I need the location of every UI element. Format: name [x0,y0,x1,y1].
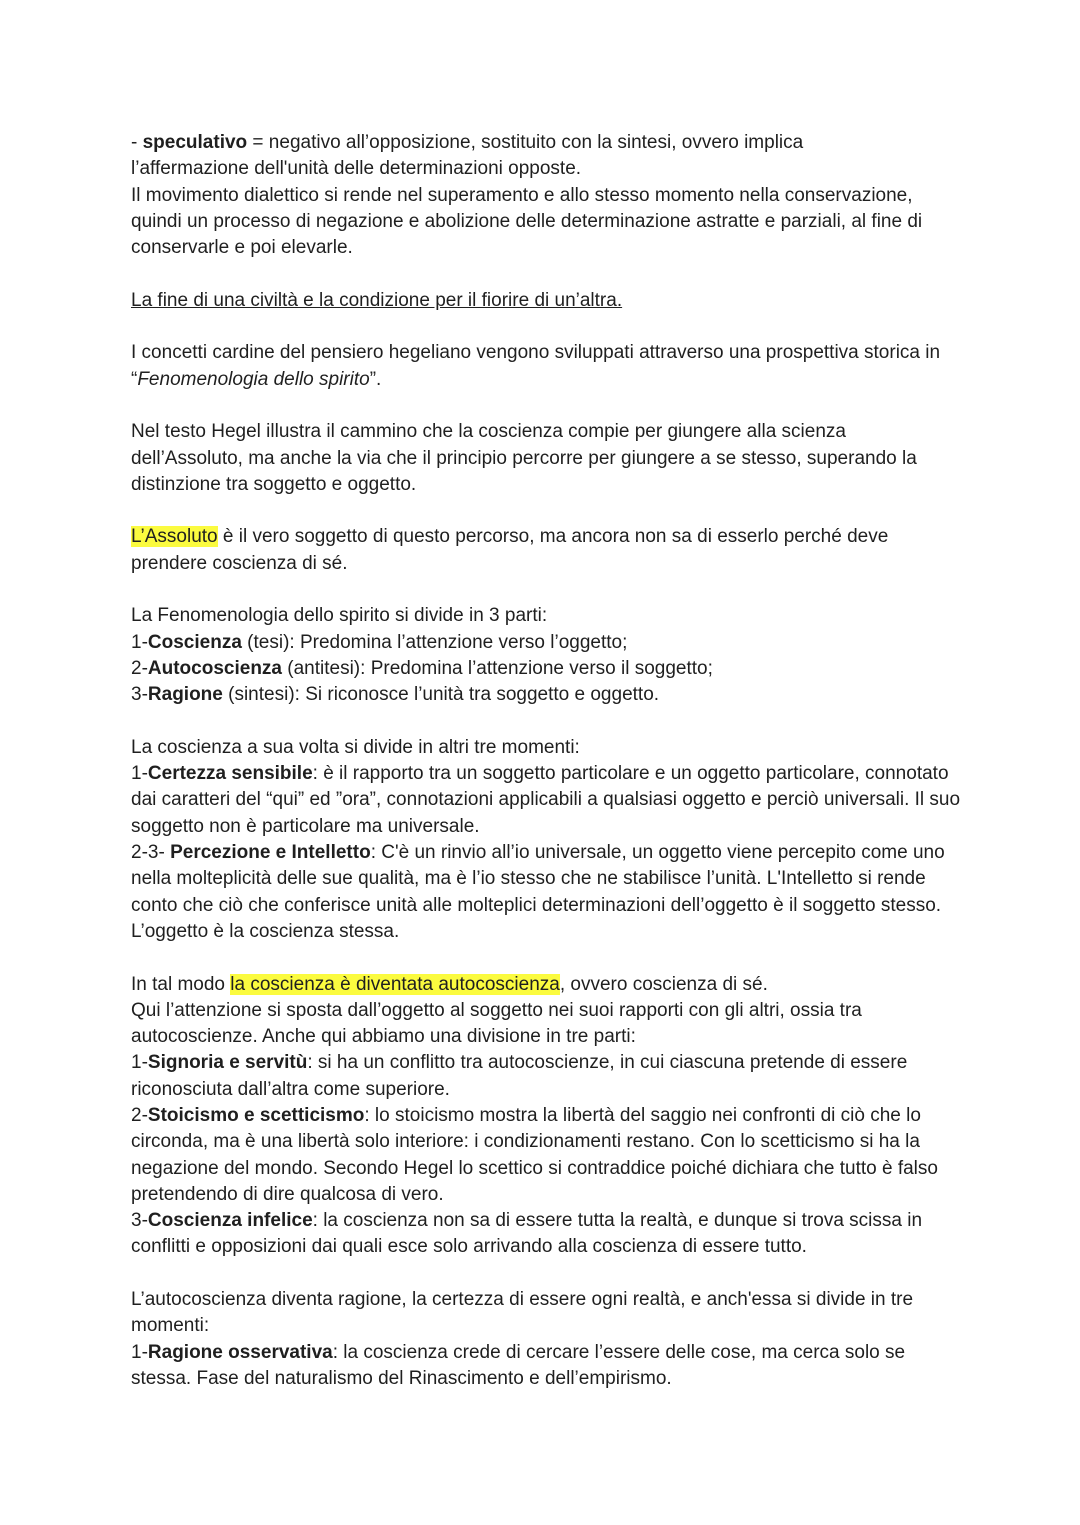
list-item: 1-Certezza sensibile: è il rapporto tra un soggetto particolare e un oggetto particolare, connotato dai caratteri del “qui” ed ”ora”, connotazioni applicabili a qualsiasi oggetto e perciò universali. Il suo soggetto non è particolare ma universale. [131,763,961,837]
paragraph-fenomenologia-parti: La Fenomenologia dello spirito si divide in 3 parti: [131,605,548,627]
highlight-autocoscienza: la coscienza è diventata autocoscienza [230,973,560,995]
list-item: 3-Ragione (sintesi): Si riconosce l’unità tra soggetto e oggetto. [131,684,660,706]
paragraph-coscienza-momenti: La coscienza a sua volta si divide in altri tre momenti: [131,736,580,758]
list-item: 1-Signoria e servitù: si ha un conflitto tra autocoscienze, in cui ciascuna pretende di essere riconosciuta dall’altra come superiore. [131,1052,908,1100]
list-item: 1-Ragione osservativa: la coscienza crede di cercare l’essere delle cose, ma cerca solo se stessa. Fase del naturalismo del Rinascimento e dell’empirismo. [131,1341,906,1389]
list-item: 3-Coscienza infelice: la coscienza non sa di essere tutta la realtà, e dunque si trova scissa in conflitti e opposizioni dai quali esce solo arrivando alla coscienza di essere tutto. [131,1210,923,1258]
term-speculativo: speculativo [142,132,248,153]
document-body [131,130,961,1392]
highlight-assoluto: L’Assoluto [131,526,218,548]
paragraph-autocoscienza: In tal modo la coscienza è diventata autocoscienza, ovvero coscienza di sé. [131,973,768,995]
list-item: 2-3- Percezione e Intelletto: C'è un rinvio all’io universale, un oggetto viene percepito come uno nella molteplicità delle sue qualità, ma è l’io stesso che ne stabilisce l’unità. L'Intelletto si rende conto che ciò che conferisce unità alle molteplici determinazioni dell’oggetto è il soggetto stesso. L’oggetto è la coscienza stessa. [131,842,945,942]
list-item: 1-Coscienza (tesi): Predomina l’attenzione verso l’oggetto; [131,631,628,653]
book-title: Fenomenologia dello spirito [137,368,370,390]
paragraph-assoluto: L’Assoluto è il vero soggetto di questo percorso, ma ancora non sa di esserlo perché deve prendere coscienza di sé. [131,526,889,574]
paragraph-ragione: L’autocoscienza diventa ragione, la certezza di essere ogni realtà, e anch'essa si divide in tre momenti: [131,1289,914,1337]
paragraph-speculativo: - speculativo = negativo all’opposizione, sostituito con la sintesi, ovvero implica l’affermazione dell'unità delle determinazioni opposte. [131,132,804,180]
list-item: 2-Autocoscienza (antitesi): Predomina l’attenzione verso il soggetto; [131,657,713,679]
list-item: 2-Stoicismo e scetticismo: lo stoicismo mostra la libertà del saggio nei confronti di ciò che lo circonda, ma è una libertà solo interiore: i condizionamenti restano. Con lo scetticismo si ha la negazione del mondo. Secondo Hegel lo scettico si contraddice poiché dichiara che tutto è falso pretendendo di dire qualcosa di vero. [131,1104,938,1205]
paragraph-movimento-dialettico: Il movimento dialettico si rende nel superamento e allo stesso momento nella conservazione, quindi un processo di negazione e abolizione delle determinazione astratte e parziali, al fine di conservarle e poi elevarle. [131,184,923,259]
section-heading: La fine di una civiltà e la condizione per il fiorire di un’altra. [131,289,623,311]
paragraph-concetti-cardine: I concetti cardine del pensiero hegeliano vengono sviluppati attraverso una prospettiva storica in “Fenomenologia dello spirito”. [131,342,941,390]
paragraph-cammino-coscienza: Nel testo Hegel illustra il cammino che la coscienza compie per giungere alla scienza dell’Assoluto, ma anche la via che il principio percorre per giungere a se stesso, superando la distinzione tra soggetto e oggetto. [131,421,917,495]
paragraph-autocoscienza-parti: Qui l’attenzione si sposta dall’oggetto al soggetto nei suoi rapporti con gli altri, ossia tra autocoscienze. Anche qui abbiamo una divisione in tre parti: [131,999,862,1048]
